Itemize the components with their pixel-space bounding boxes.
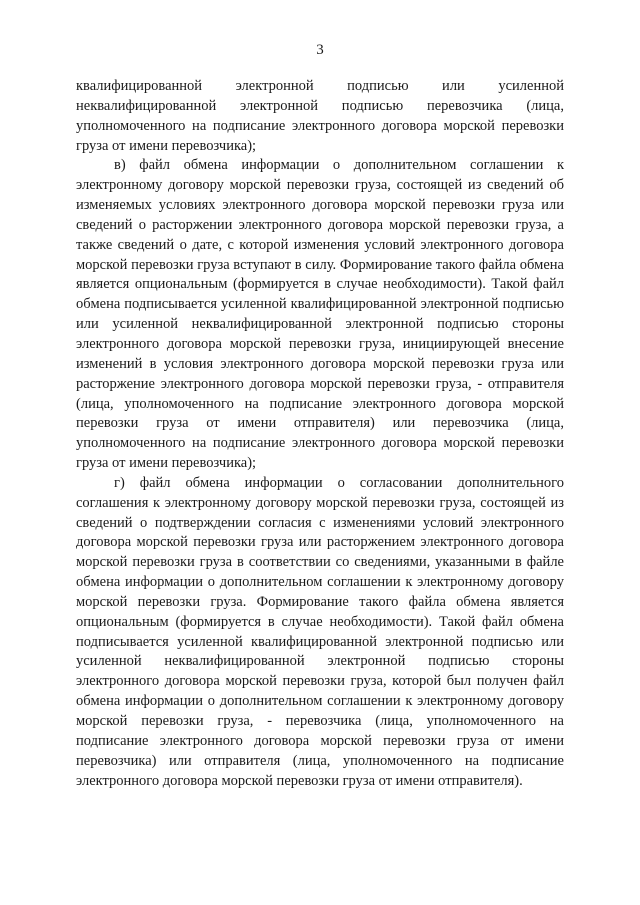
document-body bbox=[76, 77, 564, 791]
paragraph-item-v: в) файл обмена информации о дополнительном соглашении к электронному договору морской перевозки груза, состоящей из сведений об изменяемых условиях электронного договора морской перевозки груза или сведений о расторжении электронного договора морской перевозки груза, а также сведений о дате, с которой изменения условий электронного договора морской перевозки груза вступают в силу. Формирование такого файла обмена является опциональным (формируется в случае необходимости). Такой файл обмена подписывается усиленной квалифицированной электронной подписью или усиленной неквалифицированной электронной подписью стороны электронного договора морской перевозки груза, инициирующей внесение изменений в условия электронного договора морской перевозки груза или расторжение электронного договора морской перевозки груза, - отправителя (лица, уполномоченного на подписание электронного договора морской перевозки груза от имени отправителя) или перевозчика (лица, уполномоченного на подписание электронного договора морской перевозки груза от имени перевозчика); bbox=[76, 157, 564, 472]
paragraph-item-g: г) файл обмена информации о согласовании дополнительного соглашения к электронному договору морской перевозки груза, состоящей из сведений о подтверждении согласия с изменениями условий электронного договора морской перевозки груза или расторжением электронного договора морской перевозки груза в соответствии со сведениями, указанными в файле обмена информации о дополнительном соглашении к электронному договору морской перевозки груза. Формирование такого файла обмена является опциональным (формируется в случае необходимости). Такой файл обмена подписывается усиленной квалифицированной электронной подписью или усиленной неквалифицированной электронной подписью стороны электронного договора морской перевозки груза, которой был получен файл обмена информации о дополнительном соглашении к электронному договору морской перевозки груза, - перевозчика (лица, уполномоченного на подписание электронного договора морской перевозки груза от имени перевозчика) или отправителя (лица, уполномоченного на подписание электронного договора морской перевозки груза от имени отправителя). bbox=[76, 474, 564, 789]
paragraph-continuation: квалифицированной электронной подписью или усиленной неквалифицированной электронной подписью перевозчика (лица, уполномоченного на подписание электронного договора морской перевозки груза от имени перевозчика); bbox=[76, 78, 564, 154]
page-number: 3 bbox=[316, 42, 324, 58]
